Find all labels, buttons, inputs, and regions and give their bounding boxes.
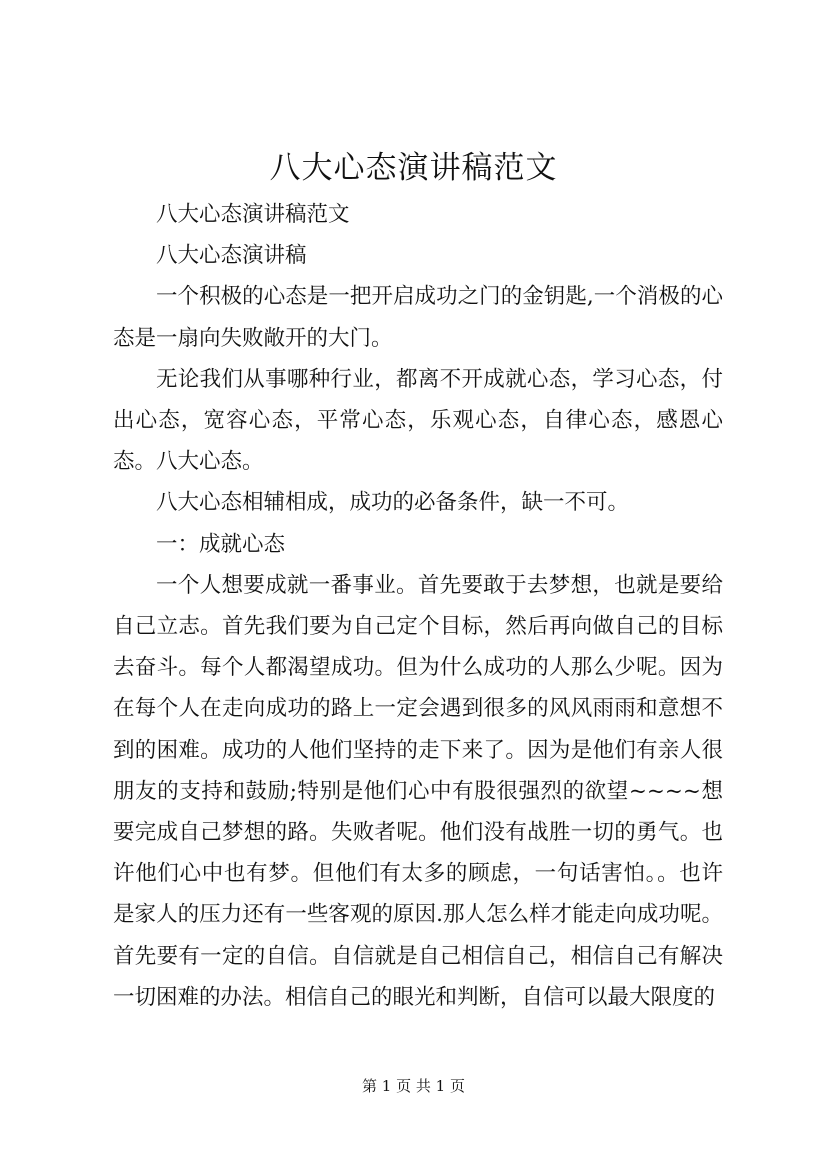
paragraph: 八大心态相辅相成，成功的必备条件，缺一不可。 [156,490,630,516]
paragraph: 八大心态演讲稿范文 [156,202,350,227]
document-body [113,194,723,1018]
paragraph: 一个人想要成就一番事业。首先要敢于去梦想，也就是要给自己立志。首先我们要为自己定个目标，然后再向做自己的目标去奋斗。每个人都渴望成功。但为什么成功的人那么少呢。因为在每个人在走向成功的路上一定会遇到很多的风风雨雨和意想不到的困难。成功的人他们坚持的走下来了。因为是他们有亲人很朋友的支持和鼓励;特别是他们心中有股很强烈的欲望~~~~想要完成自己梦想的路。失败者呢。他们没有战胜一切的勇气。也许他们心中也有梦。但他们有太多的顾虑，一句话害怕。。也许是家人的压力还有一些客观的原因.那人怎么样才能走向成功呢。首先要有一定的自信。自信就是自己相信自己，相信自己有解决一切困难的办法。相信自己的眼光和判断，自信可以最大限度的 [113,572,723,1010]
paragraph: 无论我们从事哪种行业，都离不开成就心态，学习心态，付出心态，宽容心态，平常心态，乐观心态，自律心态，感恩心态。八大心态。 [113,366,723,475]
document-title: 八大心态演讲稿范文 [269,150,558,186]
page-number-footer: 第 1 页 共 1 页 [362,1077,465,1095]
paragraph: 一个积极的心态是一把开启成功之门的金钥匙,一个消极的心态是一扇向失败敞开的大门。 [113,284,723,351]
section-heading: 一：成就心态 [156,531,286,557]
paragraph: 八大心态演讲稿 [156,243,307,269]
